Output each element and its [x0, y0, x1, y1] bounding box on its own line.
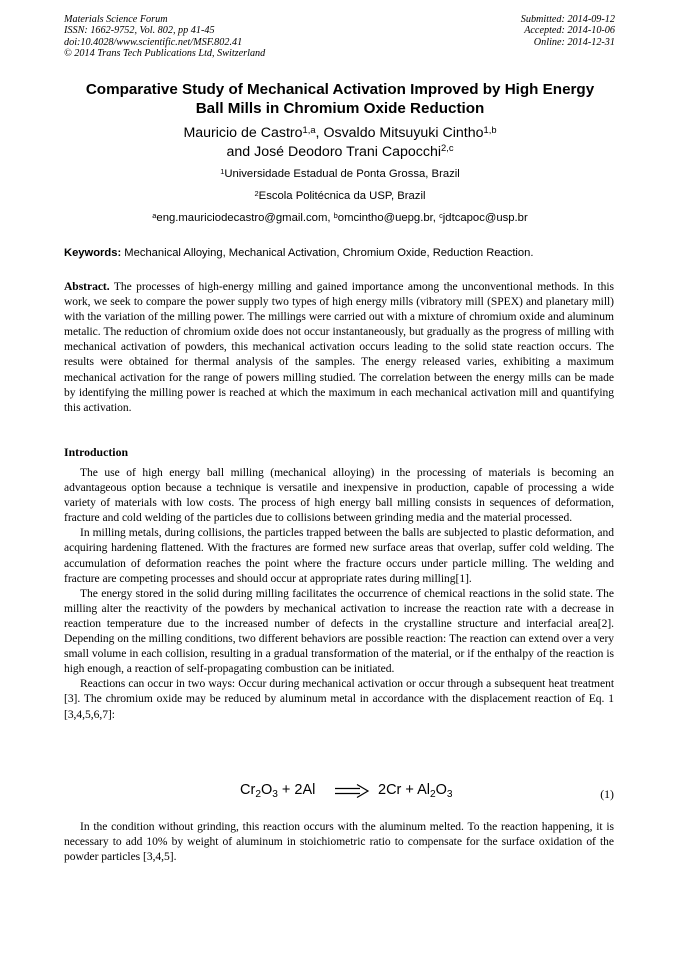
submitted-date: Submitted: 2014-09-12 [520, 14, 615, 25]
author-name: Osvaldo Mitsuyuki Cintho [323, 125, 484, 141]
title-line-2: Ball Mills in Chromium Oxide Reduction [195, 100, 485, 117]
author-conjunction: and [226, 143, 255, 160]
abstract [64, 280, 614, 416]
keywords [64, 246, 616, 260]
copyright-line: © 2014 Trans Tech Publications Ltd, Switzerland [64, 48, 266, 60]
author-list [60, 124, 620, 161]
email-b: omcintho@uepg.br, [337, 212, 440, 224]
online-date: Online: 2014-12-31 [533, 36, 615, 48]
author-separator: , [315, 125, 324, 141]
affil-text: Universidade Estadual de Ponta Grossa, Brazil [224, 168, 460, 180]
equation-products: $2Cr + Al_2O_3$ [378, 782, 453, 800]
email-a: eng.mauriciodecastro@gmail.com, [156, 212, 334, 224]
author-name: Mauricio de Castro [183, 125, 303, 141]
paper-title [60, 80, 620, 118]
section-heading: Introduction [64, 445, 129, 459]
paragraph: In milling metals, during collisions, the particles trapped between the balls are subjected to plastic deformation, and acquiring hardening flattened. With the fractures are formed new surface areas that overlap, suffer cold welding. The accumulation of deformation reaches the point where the fracture occurs under particle milling. The welding and fracture are competing processes and should occur at appropriate rates during milling[1]. [64, 527, 614, 585]
author-affil-mark: 2,c [441, 143, 454, 154]
affil-text: Escola Politécnica da USP, Brazil [258, 190, 426, 202]
introduction-body [64, 466, 614, 723]
affiliation-2 [60, 189, 620, 203]
email-mark: a [152, 210, 157, 220]
keywords-text: Mechanical Alloying, Mechanical Activation, Chromium Oxide, Reduction Reaction. [121, 247, 534, 259]
email-c: jdtcapoc@usp.br [442, 212, 528, 224]
paragraph: The use of high energy ball milling (mechanical alloying) in the processing of materials is becoming an advantageous option because a technique is versatile and inexpensive in production, capable of processing a wide variety of materials with low costs. The process of high energy ball milling consists in sequences of deformation, fracture and cold welding of the particles due to collisions between grinding media and the material processed. [64, 467, 614, 525]
post-equation-text [64, 820, 614, 865]
title-line-1: Comparative Study of Mechanical Activation Improved by High Energy [85, 81, 595, 98]
reaction-arrow-icon [334, 783, 370, 799]
author-affil-mark: 1,b [483, 124, 497, 135]
abstract-text: The processes of high-energy milling and gained importance among the unconventional methods. In this work, we seek to compare the power supply two types of high energy mills (vibratory mill (SPEX) and planetary mill) with the variation of the milling power. The millings were carried out with a mixture of chromium oxide and aluminum metalic. The reduction of chromium oxide does not occur instantaneously, but gradually as the progress of milling with mechanical activation of powders, this mechanical activation occurs leading to the solid state reaction occurs. The results were obtained for thermal analysis of the samples. The energy released varies, exhibiting a maximum mechanical activation for the range of powers milling studied. The correlation between the energy mills can be made by identifying the milling power is reached at which the maximum in each mechanical activation mill and quantifying this activation. [64, 281, 614, 414]
email-mark: b [333, 210, 338, 220]
paragraph: The energy stored in the solid during milling facilitates the occurrence of chemical reactions in the solid state. The milling alter the reactivity of the powders by mechanical activation to increase the reaction rate with a decrease in reaction temperature due to the increased number of defects in the crystalline structure and interfacial area[2]. Depending on the milling conditions, two different behaviors are possible reaction: The reaction can extend over a very small volume in each collision, resulting in a gradual transformation of the material, or if the enthalpy of the reaction is high enough, a reaction of self-propagating combustion can be initiated. [64, 587, 614, 676]
affil-mark: 1 [220, 166, 225, 176]
abstract-label: Abstract. [64, 281, 110, 293]
email-line [60, 211, 620, 225]
author-name: José Deodoro Trani Capocchi [254, 143, 442, 160]
equation-1 [64, 781, 614, 803]
equation-number: (1) [600, 787, 614, 801]
email-mark: c [439, 210, 443, 220]
paragraph: Reactions can occur in two ways: Occur during mechanical activation or occur through a subsequent heat treatment [3]. The chromium oxide may be reduced by aluminum metal in accordance with the displacement reaction of Eq. 1 [3,4,5,6,7]: [64, 678, 614, 721]
paragraph: In the condition without grinding, this reaction occurs with the aluminum melted. To the reaction happening, it is necessary to add 10% by weight of aluminum in stoichiometric ratio to compensate for the surface oxidation of the powder particles [3,4,5]. [64, 821, 614, 864]
keywords-label: Keywords: [64, 247, 122, 259]
issn-line: ISSN: 1662-9752, Vol. 802, pp 41-45 [64, 25, 215, 37]
accepted-date: Accepted: 2014-10-06 [524, 25, 615, 37]
author-affil-mark: 1,a [302, 124, 316, 135]
doi-line: doi:10.4028/www.scientific.net/MSF.802.41 [64, 36, 243, 48]
journal-name: Materials Science Forum [64, 14, 168, 25]
journal-info [64, 14, 265, 60]
submission-dates [521, 14, 615, 48]
affil-mark: 2 [254, 188, 259, 198]
equation-reactants: $Cr_2O_3 + 2Al$ [240, 782, 316, 800]
affiliation-1 [60, 167, 620, 181]
